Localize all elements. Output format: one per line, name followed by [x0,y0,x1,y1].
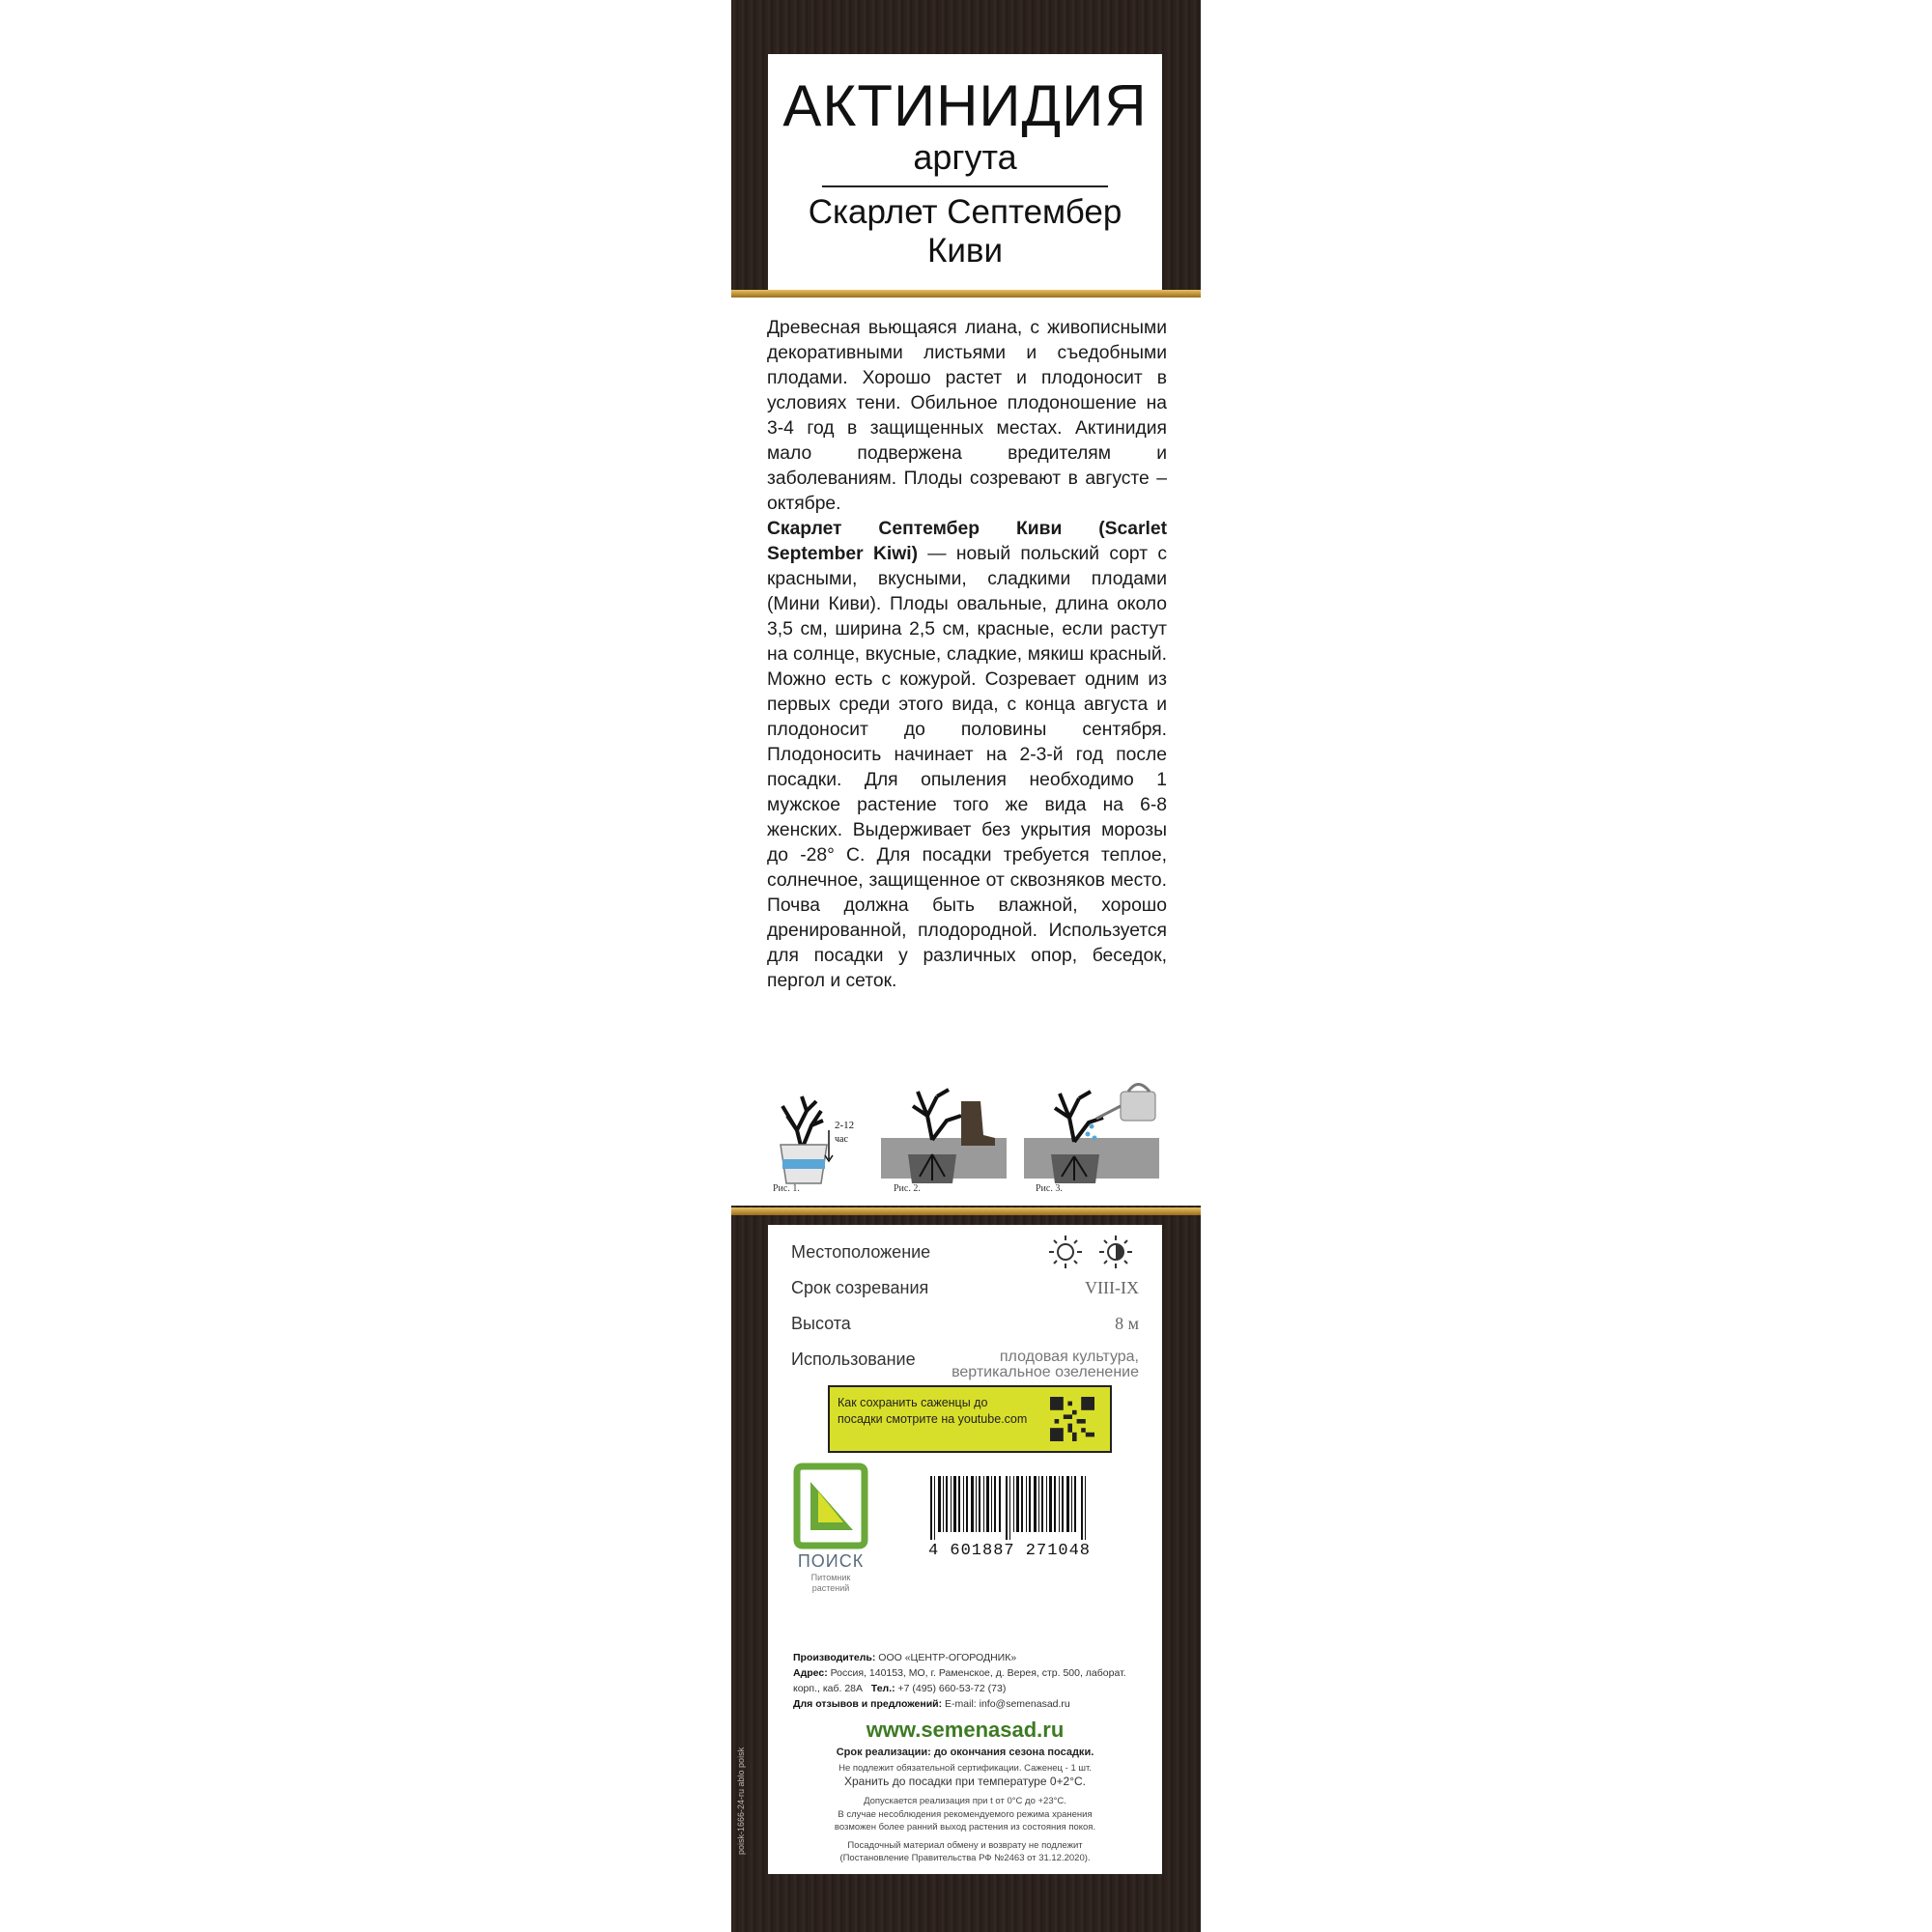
svg-text:2-12: 2-12 [835,1120,855,1131]
barcode-number: 4 601887 271048 [927,1542,1092,1560]
info-panel [768,1225,1162,1874]
ripening-label: Срок созревания [791,1278,929,1297]
fig2-caption: Рис. 2. [894,1183,921,1194]
legal-info: Производитель: ООО «ЦЕНТР-ОГОРОДНИК» Адрес: Россия, 140153, МО, г. Раменское, д. Верея, стр. 500, лаборат. корп., каб. 28А Тел.: +7 (495) 660-53-72 (73) Для отзывов и предложений: E-mail: info@semenasad.ru [793,1652,1126,1710]
variety-description: — новый польский сорт с красными, вкусными, сладкими плодами (Мини Киви). Плоды овальные, длина около 3,5 см, ширина 2,5 см, красные, если растут на солнце, вкусные, сладкие, мякиш красный. Можно есть с кожурой. Созревает одним из первых среди этого вида, с конца августа и плодоносит до половины сентября. Плодоносить начинает на 2-3-й год после посадки. Для опыления необходимо 1 мужское растение того же вида на 6-8 женских. Выдерживает без укрытия морозы до -28° С. Для посадки требуется теплое, солнечное, защищенное от сквозняков место. Почва должна быть влажной, хорошо дренированной, плодородной. Используется для посадки у различных опор, беседок, пергол и сеток. [767,544,1167,991]
location-label: Местоположение [791,1242,931,1262]
spec-location [791,1242,1139,1271]
planting-instructions [763,1063,1169,1198]
gold-divider-top [731,290,1201,298]
title-label [768,54,1162,291]
title-divider [822,185,1108,187]
planting-illustration [763,1063,1169,1198]
spec-ripening [791,1278,1139,1307]
allowed-sale-note: Допускается реализация при t от 0°С до +23°С. [864,1796,1066,1806]
usage-label: Использование [791,1350,916,1369]
fig1-caption: Рис. 1. [773,1183,800,1194]
product-title: АКТИНИДИЯ [782,73,1148,138]
spec-height [791,1314,1139,1343]
height-value: 8 м [1115,1314,1139,1333]
barcode [923,1476,1096,1563]
description-text [767,316,1167,994]
description-intro: Древесная вьющаяся лиана, с живописными декоративными листьями и съедобными плодами. Хорошо растет и плодоносит в условиях тени. Обильное плодоношение на 3-4 год в защищенных местах. Актинидия мало подвержена вредителям и заболеваниям. Плоды созревают в августе – октябре. [767,318,1167,514]
usage-value: плодовая культура, вертикальное озеленение [952,1349,1139,1380]
fig2-planting-icon [881,1090,1007,1183]
barcode-bars [923,1476,1096,1540]
youtube-info-text: Как сохранить саженцы до посадки смотрите на youtube.com [838,1396,1028,1426]
qr-code-icon[interactable] [1050,1397,1094,1441]
gold-divider-bottom [731,1208,1201,1215]
sun-icon [1049,1236,1082,1268]
variety-bold-heading: Скарлет Септембер Киви (Scarlet September Kiwi) [767,519,1167,564]
svg-text:час: час [835,1134,848,1145]
fig3-caption: Рис. 3. [1036,1183,1063,1194]
poisk-leaf-icon [789,1463,872,1549]
poisk-logo [789,1463,872,1598]
height-label: Высота [791,1314,851,1333]
warning-line-2: возможен более ранний выход растения из состояния покоя. [834,1822,1096,1833]
location-icons [1042,1242,1139,1276]
certification-note: Не подлежит обязательной сертификации. Саженец - 1 шт. [838,1763,1092,1774]
logo-tagline: Питомник растений [810,1573,851,1593]
fig1-tree-in-bucket-icon [781,1096,854,1183]
return-line-1: Посадочный материал обмену и возврату не подлежит [847,1840,1083,1851]
spec-usage [791,1350,1139,1378]
website-link[interactable]: www.semenasad.ru [866,1718,1065,1742]
ripening-value: VIII-IX [1085,1278,1139,1297]
fig3-watering-icon [1024,1085,1159,1184]
shelf-life: Срок реализации: до окончания сезона посадки. [836,1747,1094,1758]
species-name: аргута [913,137,1017,177]
logo-name: ПОИСК [797,1551,865,1571]
warning-line-1: В случае несоблюдения рекомендуемого режима хранения [838,1809,1093,1820]
variety-name-line1: Скарлет Септембер [808,193,1122,231]
youtube-info-box [828,1385,1112,1453]
half-shade-icon [1099,1236,1132,1268]
side-print-code: poisk-1666-24-ru ablo poisk [736,1747,746,1855]
variety-name-line2: Киви [926,232,1004,270]
return-line-2: (Постановление Правительства РФ №2463 от 31.12.2020). [839,1853,1091,1863]
storage-note: Хранить до посадки при температуре 0+2°С. [844,1775,1086,1788]
